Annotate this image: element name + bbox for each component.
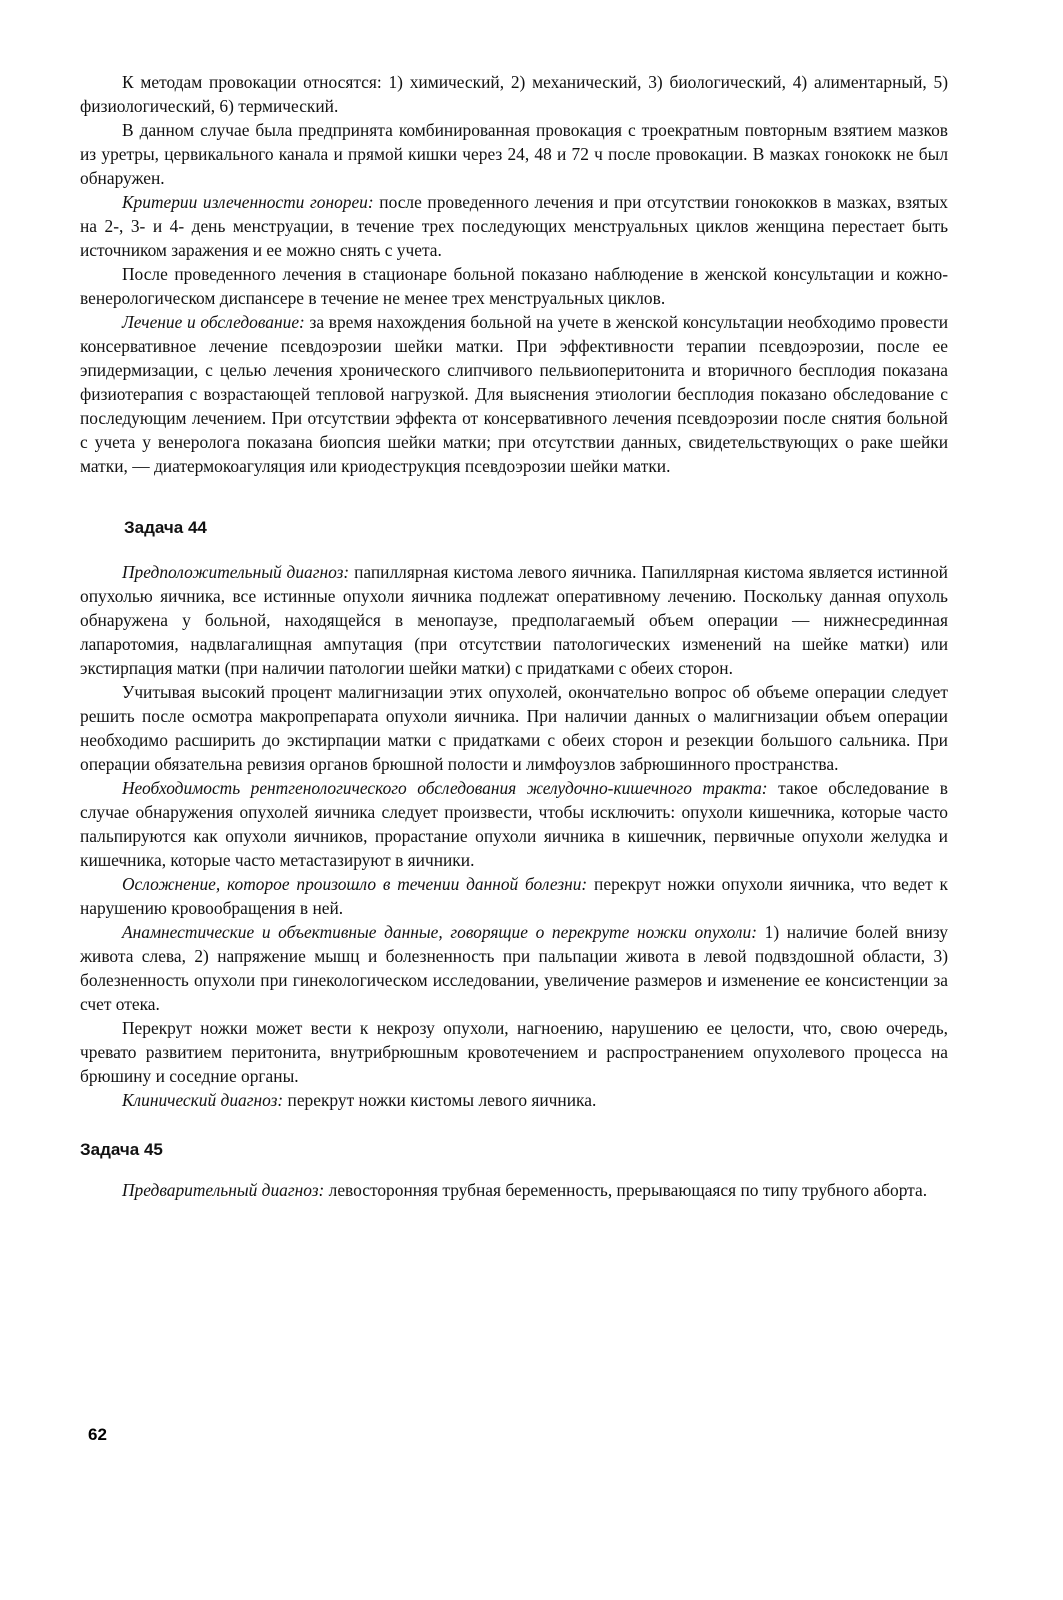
task-44-heading: Задача 44	[124, 518, 207, 537]
clinical-diagnosis-label: Клинический диагноз:	[122, 1090, 284, 1110]
preliminary-diagnosis-label: Предварительный диагноз:	[122, 1180, 325, 1200]
presumed-diagnosis-label: Предположительный диагноз:	[122, 562, 350, 582]
paragraph-clinical-diagnosis	[80, 1088, 948, 1112]
page-number: 62	[88, 1425, 107, 1444]
preliminary-diagnosis-text: левосторонняя трубная беременность, прерывающаяся по типу трубного аборта.	[324, 1180, 928, 1200]
paragraph-cure-criteria	[80, 190, 948, 262]
paragraph-complication	[80, 872, 948, 920]
treatment-label: Лечение и обследование:	[122, 312, 305, 332]
paragraph-treatment	[80, 310, 948, 478]
xray-exam-text: такое обследование в случае обнаружения опухолей яичника следует произвести, чтобы исключить: опухоли кишечника, которые часто пальпируются как опухоли яичников, прорастание опухоли яичника в кишечник, первичные опухоли желудка и кишечника, которые часто метастазируют в яичники.	[80, 778, 949, 870]
clinical-diagnosis-text: перекрут ножки кистомы левого яичника.	[283, 1090, 597, 1110]
paragraph-provocation-methods: К методам провокации относятся: 1) химический, 2) механический, 3) биологический, 4) алиментарный, 5) физиологический, 6) термический.	[80, 72, 948, 116]
complication-label: Осложнение, которое произошло в течении данной болезни:	[122, 874, 588, 894]
paragraph-torsion-data	[80, 920, 948, 1016]
paragraph-follow-up: После проведенного лечения в стационаре больной показано наблюдение в женской консультации и кожно-венерологическом диспансере в течение не менее трех менструальных циклов.	[80, 264, 948, 308]
xray-exam-label: Необходимость рентгенологического обследования желудочно-кишечного тракта:	[122, 778, 768, 798]
paragraph-preliminary-diagnosis	[80, 1178, 948, 1202]
page-body	[80, 70, 948, 1202]
torsion-data-label: Анамнестические и объективные данные, говорящие о перекруте ножки опухоли:	[122, 922, 757, 942]
paragraph-presumed-diagnosis	[80, 560, 948, 680]
treatment-text: за время нахождения больной на учете в женской консультации необходимо провести консервативное лечение псевдоэрозии шейки матки. При эффективности терапии псевдоэрозии, после ее эпидермизации, с целью лечения хронического слипчивого пельвиоперитонита и вторичного бесплодия показана физиотерапия с возрастающей тепловой нагрузкой. Для выяснения этиологии бесплодия показано обследование с последующим лечением. При отсутствии эффекта от консервативного лечения псевдоэрозии после снятия больной с учета у венеролога показана биопсия шейки матки; при отсутствии данных, свидетельствующих о раке шейки матки, — диатермокоагуляция или криодеструкция псевдоэрозии шейки матки.	[80, 312, 948, 476]
cure-criteria-label: Критерии излеченности гонореи:	[122, 192, 374, 212]
task-45-heading: Задача 45	[80, 1140, 163, 1159]
torsion-data-text: 1) наличие болей внизу живота слева, 2) напряжение мышц и болезненность при пальпации живота в левой подвздошной области, 3) болезненность опухоли при гинекологическом исследовании, увеличение размеров и изменение ее консистенции за счет отека.	[80, 922, 948, 1014]
presumed-diagnosis-text: папиллярная кистома левого яичника. Папиллярная кистома является истинной опухолью яичника, все истинные опухоли яичника подлежат оперативному лечению. Поскольку данная опухоль обнаружена у больной, находящейся в менопаузе, предполагаемый объем операции — нижнесрединная лапаротомия, надвлагалищная ампутация (при отсутствии патологических изменений на шейке матки) или экстирпация матки (при наличии патологии шейки матки) с придатками с обеих сторон.	[80, 562, 948, 678]
paragraph-xray-exam	[80, 776, 948, 872]
cure-criteria-text: после проведенного лечения и при отсутствии гонококков в мазках, взятых на 2-, 3- и 4- день менструации, в течение трех последующих менструальных циклов женщина перестает быть источником заражения и ее можно снять с учета.	[80, 192, 948, 260]
paragraph-combined-provocation: В данном случае была предпринята комбинированная провокация с троекратным повторным взятием мазков из уретры, цервикального канала и прямой кишки через 24, 48 и 72 ч после провокации. В мазках гонококк не был обнаружен.	[80, 120, 948, 188]
complication-text: перекрут ножки опухоли яичника, что ведет к нарушению кровообращения в ней.	[80, 874, 948, 918]
paragraph-malignization: Учитывая высокий процент малигнизации этих опухолей, окончательно вопрос об объеме операции следует решить после осмотра макропрепарата опухоли яичника. При наличии данных о малигнизации объем операции необходимо расширить до экстирпации матки с придатками с обеих сторон и резекции большого сальника. При операции обязательна ревизия органов брюшной полости и лимфоузлов забрюшинного пространства.	[80, 682, 948, 774]
paragraph-torsion-consequences: Перекрут ножки может вести к некрозу опухоли, нагноению, нарушению ее целости, что, свою очередь, чревато развитием перитонита, внутрибрюшным кровотечением и распространением опухолевого процесса на брюшину и соседние органы.	[80, 1018, 948, 1086]
